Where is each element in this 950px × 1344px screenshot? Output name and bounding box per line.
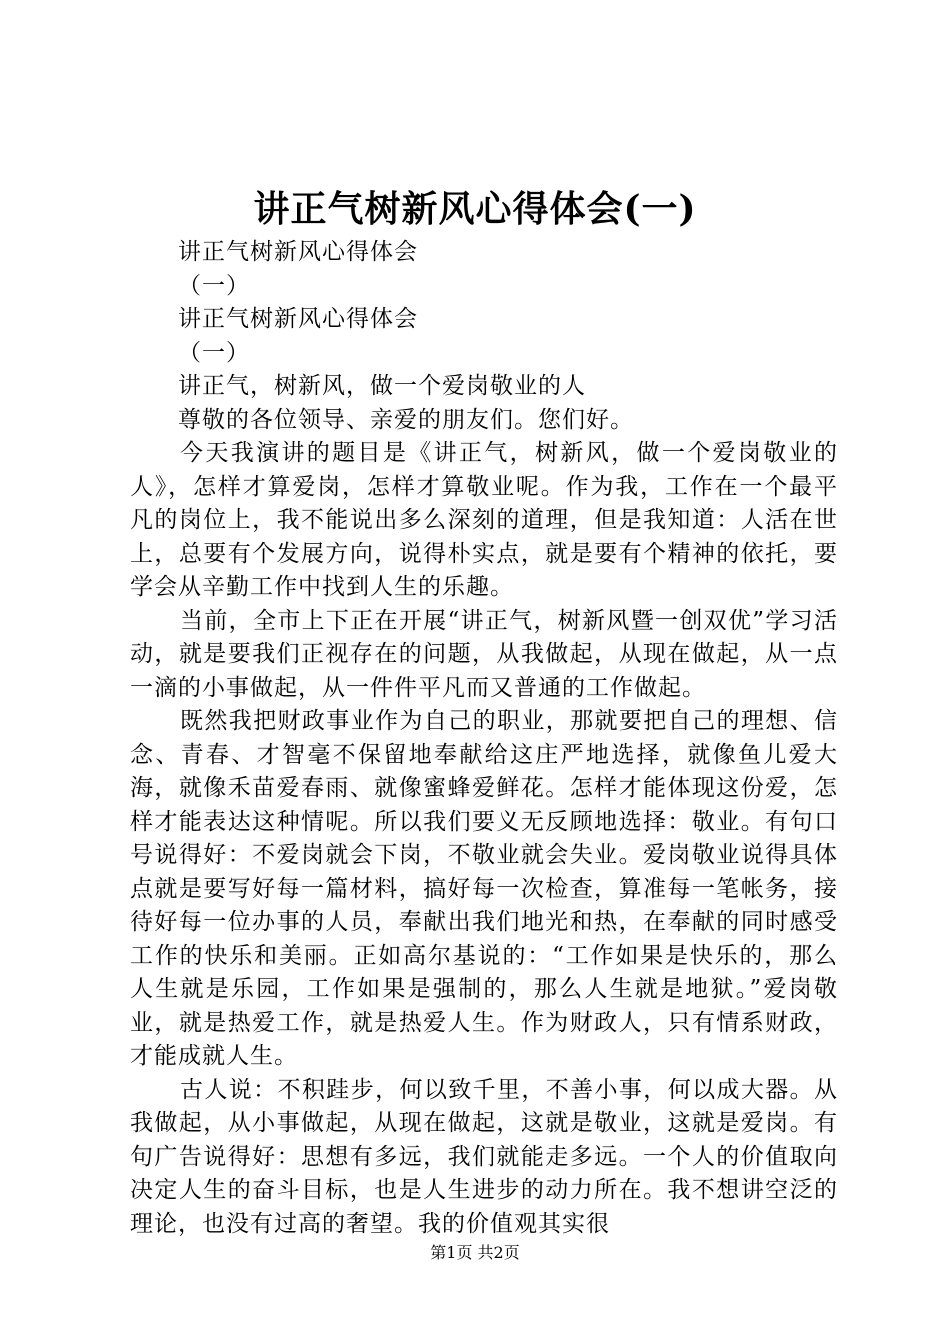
- subtitle-number: （一）: [178, 339, 250, 366]
- page-footer: 第1页 共2页: [430, 1243, 520, 1262]
- body-paragraph: 今天我演讲的题目是《讲正气，树新风，做一个爱岗敬业的人》，怎样才算爱岗，怎样才算敬业呢。作为我，工作在一个最平凡的岗位上，我不能说出多么深刻的道理，但是我知道：人活在世上，总要有个发展方向，说得朴实点，就是要有个精神的依托，要学会从辛勤工作中找到人生的乐趣。: [130, 440, 838, 600]
- body-paragraph: 古人说：不积跬步，何以致千里，不善小事，何以成大器。从我做起，从小事做起，从现在做起，这就是敬业，这就是爱岗。有句广告说得好：思想有多远，我们就能走多远。一个人的价值取向决定人生的奋斗目标，也是人生进步的动力所在。我不想讲空泛的理论，也没有过高的奢望。我的价值观其实很: [130, 1076, 838, 1237]
- speech-title: 讲正气，树新风，做一个爱岗敬业的人: [178, 373, 586, 399]
- body-paragraph: 既然我把财政事业作为自己的职业，那就要把自己的理想、信念、青春、才智毫不保留地奉献给这庄严地选择，就像鱼儿爱大海，就像禾苗爱春雨、就像蜜蜂爱鲜花。怎样才能体现这份爱，怎样才能表达这种情呢。所以我们要义无反顾地选择：敬业。有句口号说得好：不爱岗就会下岗，不敬业就会失业。爱岗敬业说得具体点就是要写好每一篇材料，搞好每一次检查，算准每一笔帐务，接待好每一位办事的人员，奉献出我们地光和热，在奉献的同时感受工作的快乐和美丽。正如高尔基说的：“工作如果是快乐的，那么人生就是乐园，工作如果是强制的，那么人生就是地狱。”爱岗敬业，就是热爱工作，就是热爱人生。作为财政人，只有情系财政，才能成就人生。: [130, 708, 838, 1069]
- document-title: 讲正气树新风心得体会(一): [253, 188, 697, 230]
- body-paragraph: 当前，全市上下正在开展“讲正气，树新风暨一创双优”学习活动，就是要我们正视存在的问题，从我做起，从现在做起，从一点一滴的小事做起，从一件件平凡而又普通的工作做起。: [130, 607, 838, 701]
- salutation: 尊敬的各位领导、亲爱的朋友们。您们好。: [178, 406, 634, 433]
- subtitle-line: 讲正气树新风心得体会: [178, 239, 418, 265]
- subtitle-line: 讲正气树新风心得体会: [178, 306, 418, 332]
- subtitle-number: （一）: [178, 272, 250, 299]
- document-body: [130, 236, 838, 1241]
